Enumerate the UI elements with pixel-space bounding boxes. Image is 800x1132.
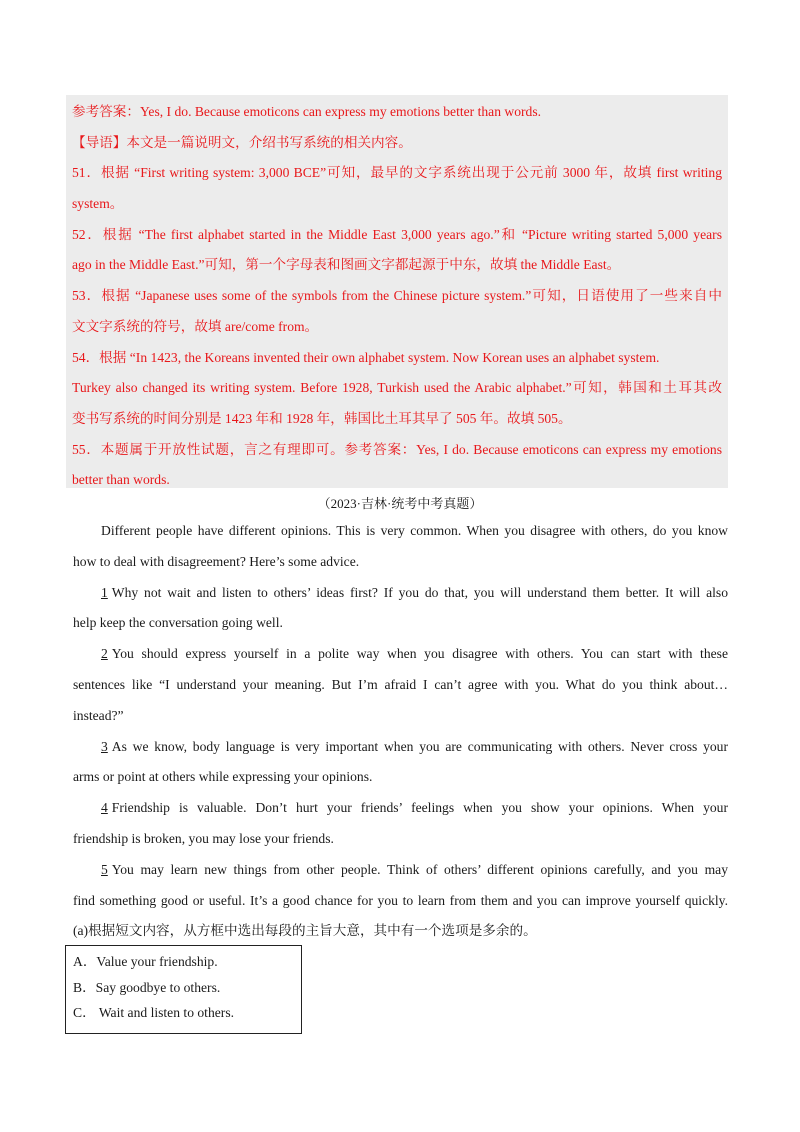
answer-explanation-box [66, 95, 728, 488]
option-a: A．Value your friendship. [73, 954, 218, 969]
answer-line: 53．根据 “Japanese uses some of the symbols from the Chinese picture system.”可知，日语使用了一些来自中 [72, 288, 722, 304]
passage-line: instead?” [73, 707, 124, 723]
passage-line: 2You should express yourself in a polite way when you disagree with others. You can start with these [73, 639, 728, 670]
blank-1[interactable]: 1 [101, 584, 108, 600]
passage-line: 3As we know, body language is very important when you are communicating with others. Never cross your [73, 732, 728, 763]
passage-line: Different people have different opinions. This is very common. When you disagree with others, do you know [101, 523, 728, 538]
passage-line: help keep the conversation going well. [73, 615, 283, 631]
blank-5[interactable]: 5 [101, 861, 108, 877]
passage-line: 4Friendship is valuable. Don’t hurt your friends’ feelings when you show your opinions. When your [73, 793, 728, 824]
passage-line: how to deal with disagreement? Here’s some advice. [73, 553, 360, 569]
reading-passage [73, 516, 728, 947]
answer-line: 52．根据 “The first alphabet started in the Middle East 3,000 years ago.”和 “Picture writing started 5,000 years [72, 226, 722, 242]
option-c: C． Wait and listen to others. [73, 1005, 235, 1020]
options-box [65, 945, 302, 1034]
blank-2[interactable]: 2 [101, 646, 108, 662]
passage-line: arms or point at others while expressing your opinions. [73, 769, 373, 785]
blank-3[interactable]: 3 [101, 738, 108, 754]
answer-line: 参考答案：Yes, I do. Because emoticons can express my emotions better than words. [72, 104, 542, 119]
passage-line: 5You may learn new things from other people. Think of others’ different opinions carefully, and you may [73, 855, 728, 886]
passage-line: 1Why not wait and listen to others’ ideas first? If you do that, you will understand them better. It will also [73, 578, 728, 609]
answer-line: system。 [72, 196, 124, 212]
question-prompt: (a)根据短文内容，从方框中选出每段的主旨大意，其中有一个选项是多余的。 [73, 923, 537, 939]
answer-line: 变书写系统的时间分别是 1423 年和 1928 年，韩国比土耳其早了 505 年。故填 505。 [72, 410, 572, 426]
answer-line: 文文字系统的符号，故填 are/come from。 [72, 318, 319, 334]
answer-line: 55．本题属于开放性试题，言之有理即可。参考答案：Yes, I do. Because emoticons can express my emotions [72, 441, 722, 457]
blank-4[interactable]: 4 [101, 800, 108, 816]
answer-line: 54．根据 “In 1423, the Koreans invented their own alphabet system. Now Korean uses an alphabet system. [72, 349, 660, 365]
answer-line: 【导语】本文是一篇说明文，介绍书写系统的相关内容。 [72, 134, 412, 150]
answer-line: better than words. [72, 472, 170, 488]
option-b: B．Say goodbye to others. [73, 979, 221, 995]
passage-line: friendship is broken, you may lose your friends. [73, 830, 334, 846]
passage-line: sentences like “I understand your meaning. But I’m afraid I can’t agree with you. What do you think about… [73, 676, 728, 692]
answer-line: Turkey also changed its writing system. Before 1928, Turkish used the Arabic alphabet.”可知，韩国和土耳其改 [72, 380, 722, 396]
passage-line: find something good or useful. It’s a good chance for you to learn from them and you can improve yourself quickly. [73, 892, 728, 908]
answer-line: 51．根据 “First writing system: 3,000 BCE”可知，最早的文字系统出现于公元前 3000 年，故填 first writing [72, 165, 722, 181]
source-caption: （2023·吉林·统考中考真题） [317, 496, 483, 511]
answer-line: ago in the Middle East.”可知，第一个字母表和图画文字都起源于中东，故填 the Middle East。 [72, 257, 621, 273]
